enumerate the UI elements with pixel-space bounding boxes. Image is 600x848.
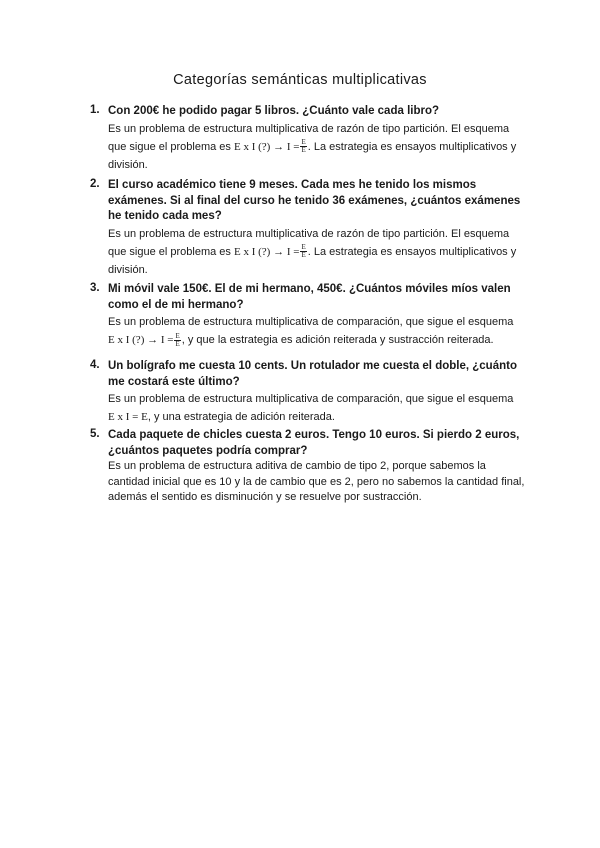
- formula-i-eq-e: I = E: [125, 411, 148, 423]
- problem-item-1: [90, 104, 530, 174]
- schema-formula: [233, 138, 308, 155]
- formula-i-unknown: I (?): [251, 140, 271, 153]
- answer-text: , y una estrategia de adición reiterada.: [147, 411, 335, 423]
- problem-question: Cada paquete de chicles cuesta 2 euros. Tengo 10 euros. Si pierdo 2 euros, ¿cuántos paquetes podría comprar?: [108, 429, 520, 457]
- item-number: 2.: [90, 178, 100, 190]
- problem-item-5: [90, 428, 530, 506]
- answer-text: Es un problema de estructura multiplicativa de comparación, que sigue el esquema: [108, 316, 514, 328]
- formula-i-eq: I =: [286, 245, 300, 258]
- answer-text: Es un problema de estructura multiplicativa de razón de tipo partición. El esquema que sigue el problema es: [108, 227, 510, 258]
- schema-formula: [108, 411, 148, 423]
- formula-i-eq: I =: [160, 334, 174, 346]
- problem-answer: [108, 120, 530, 174]
- problem-item-4: [90, 359, 530, 426]
- problem-question: Un bolígrafo me cuesta 10 cents. Un rotulador me cuesta el doble, ¿cuánto me costará este último?: [108, 360, 517, 388]
- problem-item-3: [90, 282, 530, 349]
- formula-x: x: [243, 245, 249, 258]
- answer-text: , y que la estrategia es adición reiterada y sustracción reiterada.: [181, 334, 494, 346]
- item-number: 4.: [90, 359, 100, 371]
- answer-text: . La estrategia es ensayos multiplicativos y división.: [108, 245, 517, 276]
- formula-i-unknown: I (?): [125, 334, 145, 346]
- formula-x: x: [243, 140, 249, 153]
- problem-question: El curso académico tiene 9 meses. Cada mes he tenido los mismos exámenes. Si al final del curso he tenido 36 exámenes, ¿cuántos exámenes he tenido cada mes?: [108, 179, 521, 222]
- schema-formula: [233, 243, 308, 260]
- answer-text: Es un problema de estructura multiplicativa de comparación, que sigue el esquema: [108, 393, 514, 405]
- problem-question: Con 200€ he podido pagar 5 libros. ¿Cuánto vale cada libro?: [108, 105, 440, 117]
- schema-formula: [108, 331, 182, 348]
- answer-text: Es un problema de estructura multiplicativa de razón de tipo partición. El esquema que sigue el problema es: [108, 122, 510, 153]
- formula-fraction: $\frac{E}{E}$: [175, 331, 180, 348]
- item-number: 1.: [90, 104, 100, 116]
- formula-fraction: $\frac{E}{E}$: [301, 138, 306, 155]
- problem-answer: [108, 390, 530, 426]
- formula-arrow: →: [147, 334, 159, 346]
- formula-x: x: [117, 334, 123, 346]
- formula-e: E: [108, 334, 115, 346]
- formula-x: x: [117, 411, 123, 423]
- problem-question: Mi móvil vale 150€. El de mi hermano, 450€. ¿Cuántos móviles míos valen como el de mi hermano?: [108, 283, 511, 311]
- problem-answer: [108, 225, 530, 279]
- formula-arrow: →: [273, 245, 285, 258]
- problem-answer: [108, 313, 530, 349]
- formula-e: E: [108, 411, 115, 423]
- formula-fraction: $\frac{E}{E}$: [301, 243, 306, 260]
- document-title: Categorías semánticas multiplicativas: [173, 72, 427, 88]
- formula-i-eq: I =: [286, 140, 300, 153]
- formula-e: E: [233, 140, 241, 153]
- item-number: 5.: [90, 428, 100, 440]
- item-number: 3.: [90, 282, 100, 294]
- problem-item-2: [90, 178, 530, 279]
- formula-i-unknown: I (?): [251, 245, 271, 258]
- formula-e: E: [233, 245, 241, 258]
- answer-text: . La estrategia es ensayos multiplicativos y división.: [108, 140, 517, 171]
- formula-arrow: →: [273, 140, 285, 153]
- problem-answer: Es un problema de estructura aditiva de cambio de tipo 2, porque sabemos la cantidad inicial que es 10 y la de cambio que es 2, pero no sabemos la cantidad final, además el sentido es disminución y se resuelve por sustracción.: [108, 460, 525, 503]
